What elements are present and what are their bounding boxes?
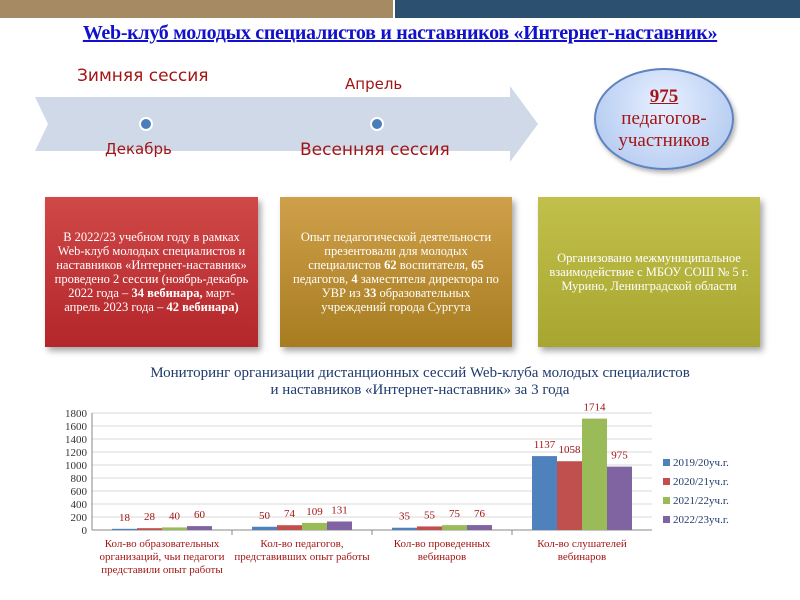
legend-swatch [663, 497, 670, 504]
data-label: 18 [119, 511, 130, 524]
data-label: 131 [331, 504, 348, 517]
april-label: Апрель [345, 75, 403, 93]
y-tick-label: 1000 [65, 460, 87, 472]
y-tick-label: 1400 [65, 434, 87, 446]
data-label: 55 [424, 509, 435, 522]
y-tick-label: 800 [70, 473, 87, 485]
spring-session-label: Весенняя сессия [300, 140, 450, 160]
category-label: Кол-во образовательных [104, 538, 220, 550]
data-label: 74 [284, 508, 295, 521]
y-tick-label: 1600 [65, 421, 87, 433]
legend-swatch [663, 478, 670, 485]
category-label: вебинаров [417, 551, 467, 563]
legend-label: 2019/20уч.г. [673, 457, 729, 469]
data-label: 1714 [583, 401, 606, 414]
box-text: воспитателя, [396, 258, 472, 272]
data-label: 975 [611, 449, 628, 462]
bar [252, 527, 277, 530]
category-label: Кол-во педагогов, [260, 538, 344, 550]
legend-label: 2020/21уч.г. [673, 476, 729, 488]
bar [417, 526, 442, 530]
data-label: 60 [194, 509, 205, 522]
y-tick-label: 0 [81, 525, 87, 537]
participants-count: 975 [649, 86, 679, 107]
data-label: 35 [399, 510, 410, 523]
data-label: 50 [259, 509, 270, 522]
box-text: март-апрель 2023 года – [64, 286, 235, 314]
box-text: В 2022/23 учебном году в рамках Web-клуб молодых специалистов и наставников «Интернет-наставник» проведено 2 сессии (ноябрь-декабрь 2022 года – [54, 230, 249, 300]
data-label: 75 [449, 508, 460, 521]
bar [607, 467, 632, 530]
box-text: образовательных учреждений города Сургута [321, 286, 471, 314]
data-label: 1058 [558, 444, 581, 457]
data-label: 1137 [533, 439, 556, 452]
bar [442, 525, 467, 530]
data-label: 76 [474, 508, 485, 521]
bar [112, 529, 137, 530]
bar [467, 525, 492, 530]
bar [392, 528, 417, 530]
page-title: Web-клуб молодых специалистов и наставников «Интернет-наставник» [82, 22, 718, 44]
bar [162, 527, 187, 530]
category-label: организаций, чьи педагоги [99, 551, 225, 563]
category-label: Кол-во слушателей [537, 538, 627, 550]
legend-swatch [663, 516, 670, 523]
box-text-bold: 34 вебинара, [131, 286, 203, 300]
box-text: Организовано межмуниципальное взаимодействие с МБОУ СОШ № 5 г. Мурино, Ленинградской области [549, 251, 749, 293]
timeline-point-april [371, 118, 383, 130]
bar [277, 525, 302, 530]
chart-title [90, 365, 750, 399]
y-tick-label: 200 [70, 512, 87, 524]
info-box-experience [280, 197, 512, 347]
box-text: Опыт педагогической деятельности презентовали для молодых специалистов [300, 230, 492, 272]
bar-chart [0, 400, 800, 600]
timeline-point-december [140, 118, 152, 130]
category-label: вебинаров [557, 551, 607, 563]
header-bar-brown [0, 0, 393, 18]
legend-label: 2021/22уч.г. [673, 495, 729, 507]
category-label: Кол-во проведенных [393, 538, 491, 550]
data-label: 109 [306, 505, 323, 518]
chart-title-line-2: и наставников «Интернет-наставник» за 3 года [270, 382, 570, 398]
bar [557, 461, 582, 530]
box-text: педагогов, [293, 272, 352, 286]
bar [187, 526, 212, 530]
bar [582, 419, 607, 530]
participants-label-2: участников [618, 130, 710, 151]
box-text-bold: 4 [351, 272, 358, 286]
data-label: 40 [169, 510, 180, 523]
box-text: заместителя директора по УВР из [321, 272, 499, 300]
box-text-bold: 65 [471, 258, 484, 272]
category-label: представивших опыт работы [234, 551, 370, 563]
participants-label-1: педагогов- [621, 108, 707, 129]
december-label: Декабрь [105, 140, 172, 158]
category-label: представили опыт работы [101, 564, 223, 576]
y-tick-label: 600 [70, 486, 87, 498]
y-tick-label: 1800 [65, 408, 87, 420]
box-text-bold: 42 вебинара) [166, 300, 239, 314]
info-box-sessions [45, 197, 258, 347]
legend-swatch [663, 459, 670, 466]
box-text-bold: 62 [384, 258, 397, 272]
bar [532, 456, 557, 530]
chart-title-line-1: Мониторинг организации дистанционных сессий Web-клуба молодых специалистов [150, 365, 690, 381]
winter-session-label: Зимняя сессия [77, 66, 209, 86]
y-tick-label: 400 [70, 499, 87, 511]
header-bar-blue [395, 0, 800, 18]
box-text-bold: 33 [363, 286, 377, 300]
data-label: 28 [144, 511, 155, 524]
bar [327, 521, 352, 530]
bar [302, 523, 327, 530]
y-tick-label: 1200 [65, 447, 87, 459]
legend-label: 2022/23уч.г. [673, 514, 729, 526]
participants-circle [594, 68, 734, 170]
bar [137, 528, 162, 530]
info-box-cooperation [538, 197, 760, 347]
